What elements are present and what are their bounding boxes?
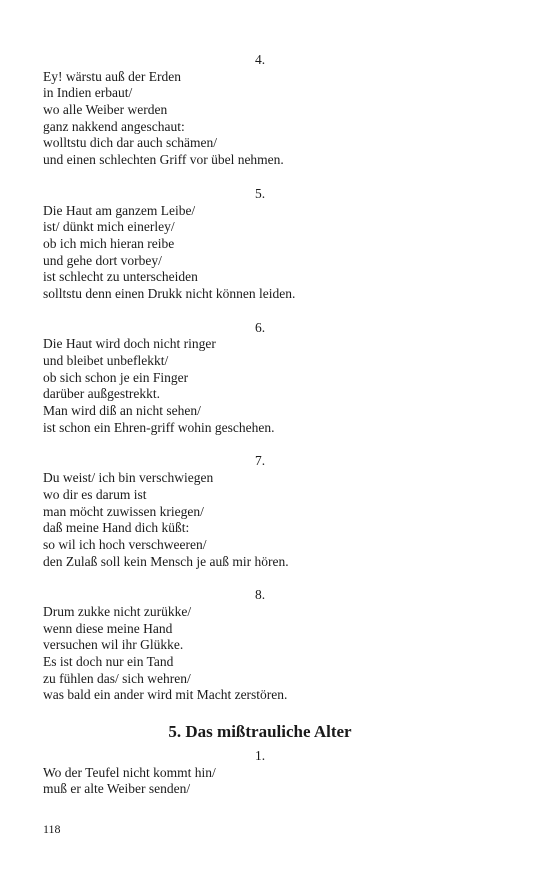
verse-line: wenn diese meine Hand — [43, 620, 173, 636]
verse-line: man möcht zuwissen kriegen/ — [43, 503, 204, 519]
verse-line: Man wird diß an nicht sehen/ — [43, 403, 201, 419]
verse-line: wolltstu dich dar auch schämen/ — [43, 135, 217, 151]
stanza-gap — [43, 169, 483, 186]
verse-line: wo alle Weiber werden — [43, 102, 168, 118]
stanza-1 — [43, 748, 483, 798]
verse-line: solltstu denn einen Drukk nicht können leiden. — [43, 285, 296, 301]
stanza-number: 4. — [255, 52, 266, 67]
verse-line: ist/ dünkt mich einerley/ — [43, 219, 175, 235]
verse-line: und einen schlechten Griff vor übel nehmen. — [43, 152, 284, 168]
verse-line: wo dir es darum ist — [43, 486, 147, 502]
verse-line: muß er alte Weiber senden/ — [43, 781, 191, 797]
page-number: 118 — [43, 822, 61, 836]
verse-line: und gehe dort vorbey/ — [43, 252, 162, 268]
verse-line: zu fühlen das/ sich wehren/ — [43, 670, 191, 686]
verse-line: den Zulaß soll kein Mensch je auß mir hören. — [43, 553, 289, 569]
verse-line: Wo der Teufel nicht kommt hin/ — [43, 764, 216, 780]
verse-line: Du weist/ ich bin verschwiegen — [43, 470, 214, 486]
stanza-6 — [43, 320, 483, 437]
verse-line: was bald ein ander wird mit Macht zerstören. — [43, 687, 288, 703]
verse-line: und bleibet unbeflekkt/ — [43, 353, 169, 368]
verse-line: Es ist doch nur ein Tand — [43, 654, 174, 669]
stanza-4 — [43, 52, 483, 169]
stanza-gap — [43, 436, 483, 453]
verse-line: daß meine Hand dich küßt: — [43, 520, 190, 536]
verse-line: Die Haut am ganzem Leibe/ — [43, 202, 196, 218]
verse-line: versuchen wil ihr Glükke. — [43, 637, 184, 653]
verse-line: darüber außgestrekkt. — [43, 386, 160, 402]
verse-line: ist schlecht zu unterscheiden — [43, 269, 198, 285]
stanza-5 — [43, 186, 483, 303]
verse-line: ob ich mich hieran reibe — [43, 235, 175, 251]
stanza-number: 1. — [255, 748, 266, 764]
verse-line: ist schon ein Ehren-griff wohin geschehen. — [43, 419, 275, 435]
poem-heading: 5. Das mißtrauliche Alter — [168, 722, 352, 742]
verse-line: in Indien erbaut/ — [43, 85, 133, 101]
verse-line: ganz nakkend angeschaut: — [43, 118, 185, 134]
stanza-number: 7. — [255, 453, 266, 469]
verse-line: Die Haut wird doch nicht ringer — [43, 336, 216, 352]
verse-line: Drum zukke nicht zurükke/ — [43, 603, 192, 619]
stanza-number: 5. — [255, 185, 266, 201]
stanza-8 — [43, 587, 483, 704]
stanza-gap — [43, 570, 483, 587]
stanza-7 — [43, 453, 483, 570]
verse-line: ob sich schon je ein Finger — [43, 369, 189, 385]
stanza-number: 6. — [255, 319, 266, 335]
poem-page — [43, 52, 483, 798]
verse-line: Ey! wärstu auß der Erden — [43, 68, 181, 84]
stanza-number: 8. — [255, 587, 266, 603]
stanza-gap — [43, 303, 483, 320]
verse-line: so wil ich hoch verschweeren/ — [43, 536, 207, 552]
